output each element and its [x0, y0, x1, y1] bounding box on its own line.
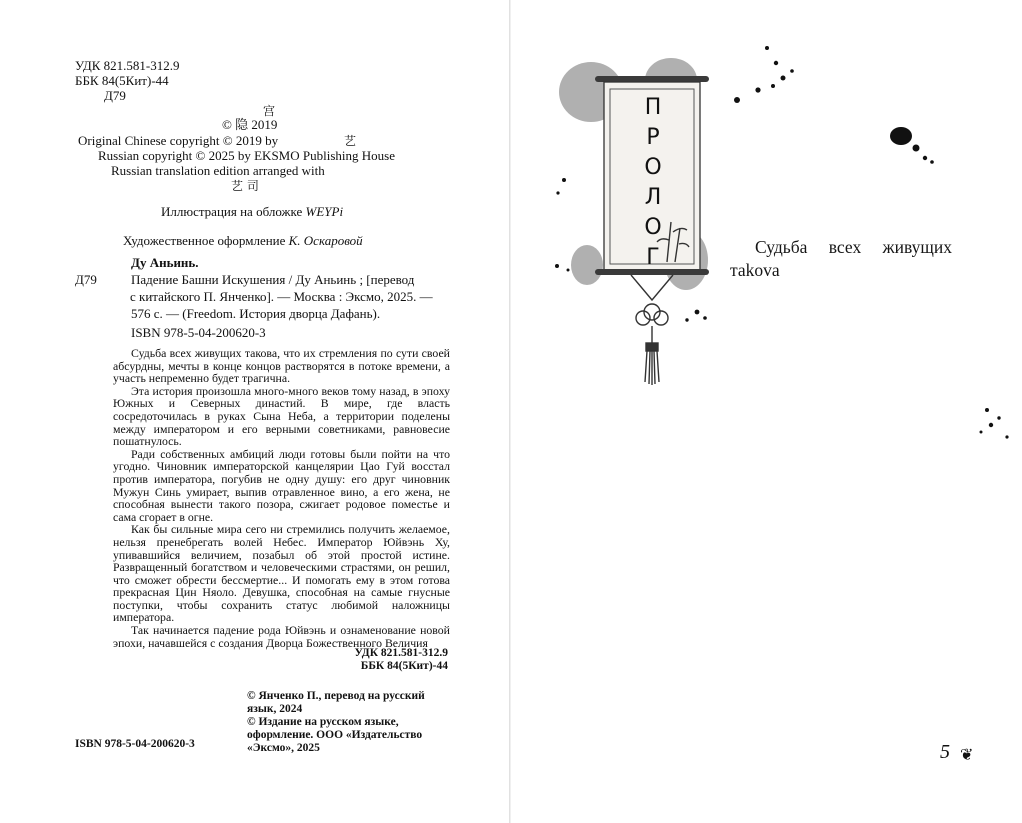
isbn-bottom: ISBN 978-5-04-200620-3: [75, 738, 195, 750]
bib-line-3: 576 с. — (Freedom. История дворца Дафань).: [131, 306, 381, 321]
illustration-credit: [161, 204, 343, 220]
design-name: К. Оскаровой: [288, 233, 363, 248]
bib-line-1: Падение Башни Искушения / Ду Аньинь ; [перевод: [131, 272, 415, 287]
bib-author: Ду Аньинь.: [131, 255, 199, 270]
annotation-paragraph: Ради собственных амбиций люди готовы были пойти на что угодно. Чиновник императорской канцелярии Цао Гуй восстал против императора, погубив не одну душу: его друг чиновник Мужун Синь умирает, выпив отравленное вино, а его жена, не способная вынести такого позора, сжигает родовое поместье и сама сгорает в огне.: [113, 446, 450, 524]
ink-decoration: [511, 0, 1022, 823]
cjk-glyph-2: 艺: [344, 134, 357, 148]
scroll-title-letter: О: [644, 155, 662, 180]
scroll-title-letter: Р: [646, 125, 660, 150]
copyright-bottom: [247, 690, 447, 755]
bib-description: [131, 271, 461, 322]
bib-line-2: с китайского П. Янченко]. — Москва : Эксмо, 2025. —: [130, 289, 433, 304]
scroll-title-letter: Г: [646, 245, 660, 270]
page-number-leaf-icon: ❦: [960, 745, 974, 764]
author-mark: Д79: [104, 88, 126, 103]
right-page: [511, 0, 1022, 823]
cjk-glyph-top: 宫: [263, 104, 276, 118]
tassel-ornament: [631, 275, 673, 385]
annotation-paragraph: Как бы сильные мира сего ни стремились получить желаемое, нельзя пренебрегать волей Небес. Император Юйвэнь Ху, упивавшийся величием, позабыл об этой простой истине. Развращенный богатством и человеческими страстями, он решил, что сможет обрести бессмертие... И помогать ему в этом готова прекрасная Цин Няоло. Девушка, способная на самые гнусные поступки, чтобы сохранить статус любимой наложницы императора.: [113, 522, 450, 625]
isbn-mid: ISBN 978-5-04-200620-3: [131, 325, 266, 340]
scroll-title-letter: П: [644, 95, 662, 120]
illustration-name: WEYPi: [305, 204, 344, 219]
copyright-line-4: Russian translation edition arranged with: [111, 163, 325, 178]
scroll-title: [627, 93, 679, 273]
bib-mark: Д79: [75, 272, 97, 287]
udk-bottom-block: [355, 647, 448, 673]
copyright-line-1: © 隐 2019: [222, 117, 278, 132]
udk-bottom: УДК 821.581-312.9: [354, 647, 448, 659]
page-number: 5: [940, 741, 950, 763]
paragraph-1: Судьба всех живущих таkova: [730, 237, 952, 280]
left-page: [0, 0, 510, 823]
copyright-edition: © Издание на русском языке, оформление. ООО «Издательство «Эксмо», 2025: [247, 716, 423, 754]
illustration-label: Иллюстрация на обложке: [161, 204, 303, 219]
scroll-title-letter: Л: [644, 185, 662, 210]
bbk-bottom: ББК 84(5Кит)-44: [360, 660, 448, 672]
annotation-paragraph: Так начинается падение рода Юйвэнь и ознаменование новой эпохи, начавшейся с создания Дворца Божественного Величия: [113, 623, 450, 650]
copyright-translator: © Янченко П., перевод на русский язык, 2024: [247, 690, 425, 715]
design-credit: [123, 233, 363, 249]
annotation-paragraph: Судьба всех живущих такова, что их стремления по сути своей абсурдны, мечты в конце концов растворятся в потоке времени, а участь непременно будет трагична.: [113, 346, 450, 386]
scroll-title-letter: О: [644, 215, 662, 240]
design-label: Художественное оформление: [123, 233, 286, 248]
cjk-glyph-5: 艺 司: [231, 179, 259, 193]
copyright-line-2: Original Chinese copyright © 2019 by: [78, 133, 279, 148]
annotation-paragraph: Эта история произошла много-много веков тому назад, в эпоху Южных и Северных династий. В мире, где власть сосредоточилась в руках Сына Неба, а территории поделены между императором и его верными советниками, равновесие пошатнулось.: [113, 383, 450, 449]
udk-block: [75, 58, 180, 103]
bbk-code: ББК 84(5Кит)-44: [75, 73, 169, 88]
copyright-line-3: Russian copyright © 2025 by EKSMO Publishing House: [98, 148, 395, 163]
udk-code: УДК 821.581-312.9: [75, 58, 180, 73]
paragraph-opening: [730, 236, 952, 281]
annotation: [113, 347, 450, 649]
